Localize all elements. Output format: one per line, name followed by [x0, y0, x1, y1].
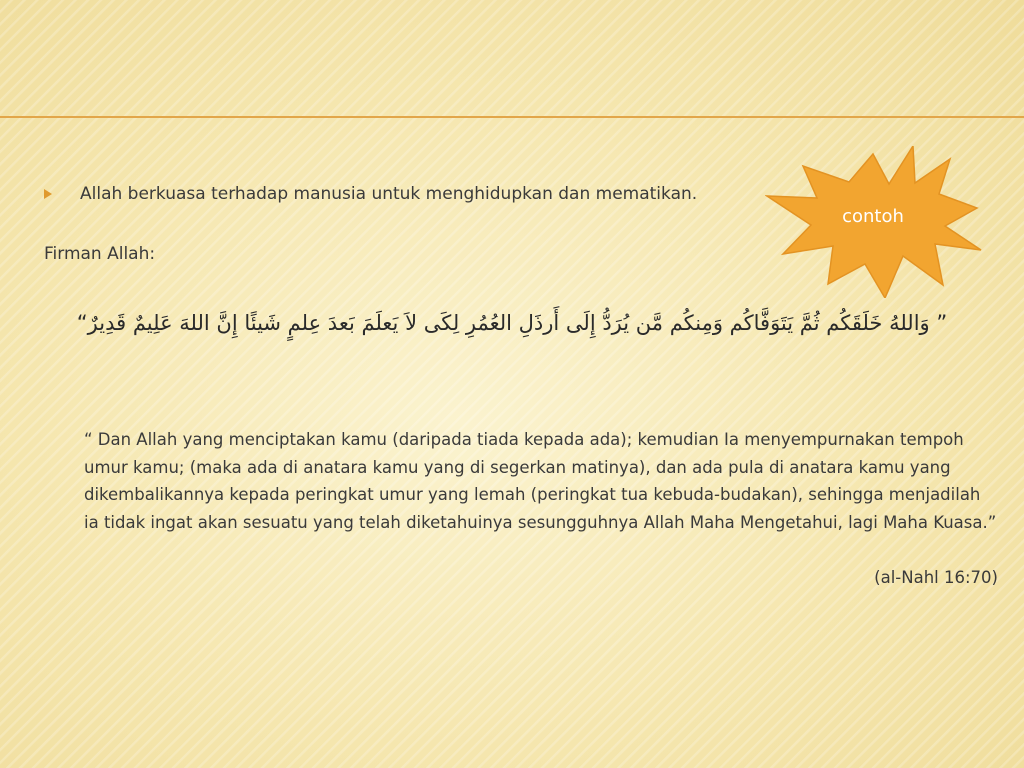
bullet-point: [44, 184, 697, 204]
arrow-bullet-icon: [44, 189, 52, 199]
title-divider: [0, 116, 1024, 118]
callout-label: contoh: [842, 206, 904, 227]
firman-label: Firman Allah:: [44, 244, 156, 264]
verse-translation: “ Dan Allah yang menciptakan kamu (daripada tiada kepada ada); kemudian Ia menyempurnakan tempoh umur kamu; (maka ada di anatara kamu yang di segerkan matinya), dan ada pula di anatara kamu yang dikembalikannya kepada peringkat umur yang lemah (peringkat tua kebuda-budakan), sehingga menjadilah ia tidak ingat akan sesuatu yang telah diketahuinya sesungguhnya Allah Maha Mengetahui, lagi Maha Kuasa.”: [84, 430, 997, 532]
bullet-text: Allah berkuasa terhadap manusia untuk menghidupkan dan mematikan.: [80, 184, 698, 204]
arabic-verse: ” وَاللهُ خَلَقَكُم ثُمَّ يَتَوَفَّاكُم وَمِنكُم مَّن يُرَدُّ إِلَى أَرذَلِ العُمُرِ لِكَى لاَ يَعلَمَ بَعدَ عِلمٍ شَيئًا إِنَّ اللهَ عَلِيمٌ قَدِيرٌ“: [76, 311, 948, 335]
verse-reference: (al-Nahl 16:70): [874, 568, 998, 587]
